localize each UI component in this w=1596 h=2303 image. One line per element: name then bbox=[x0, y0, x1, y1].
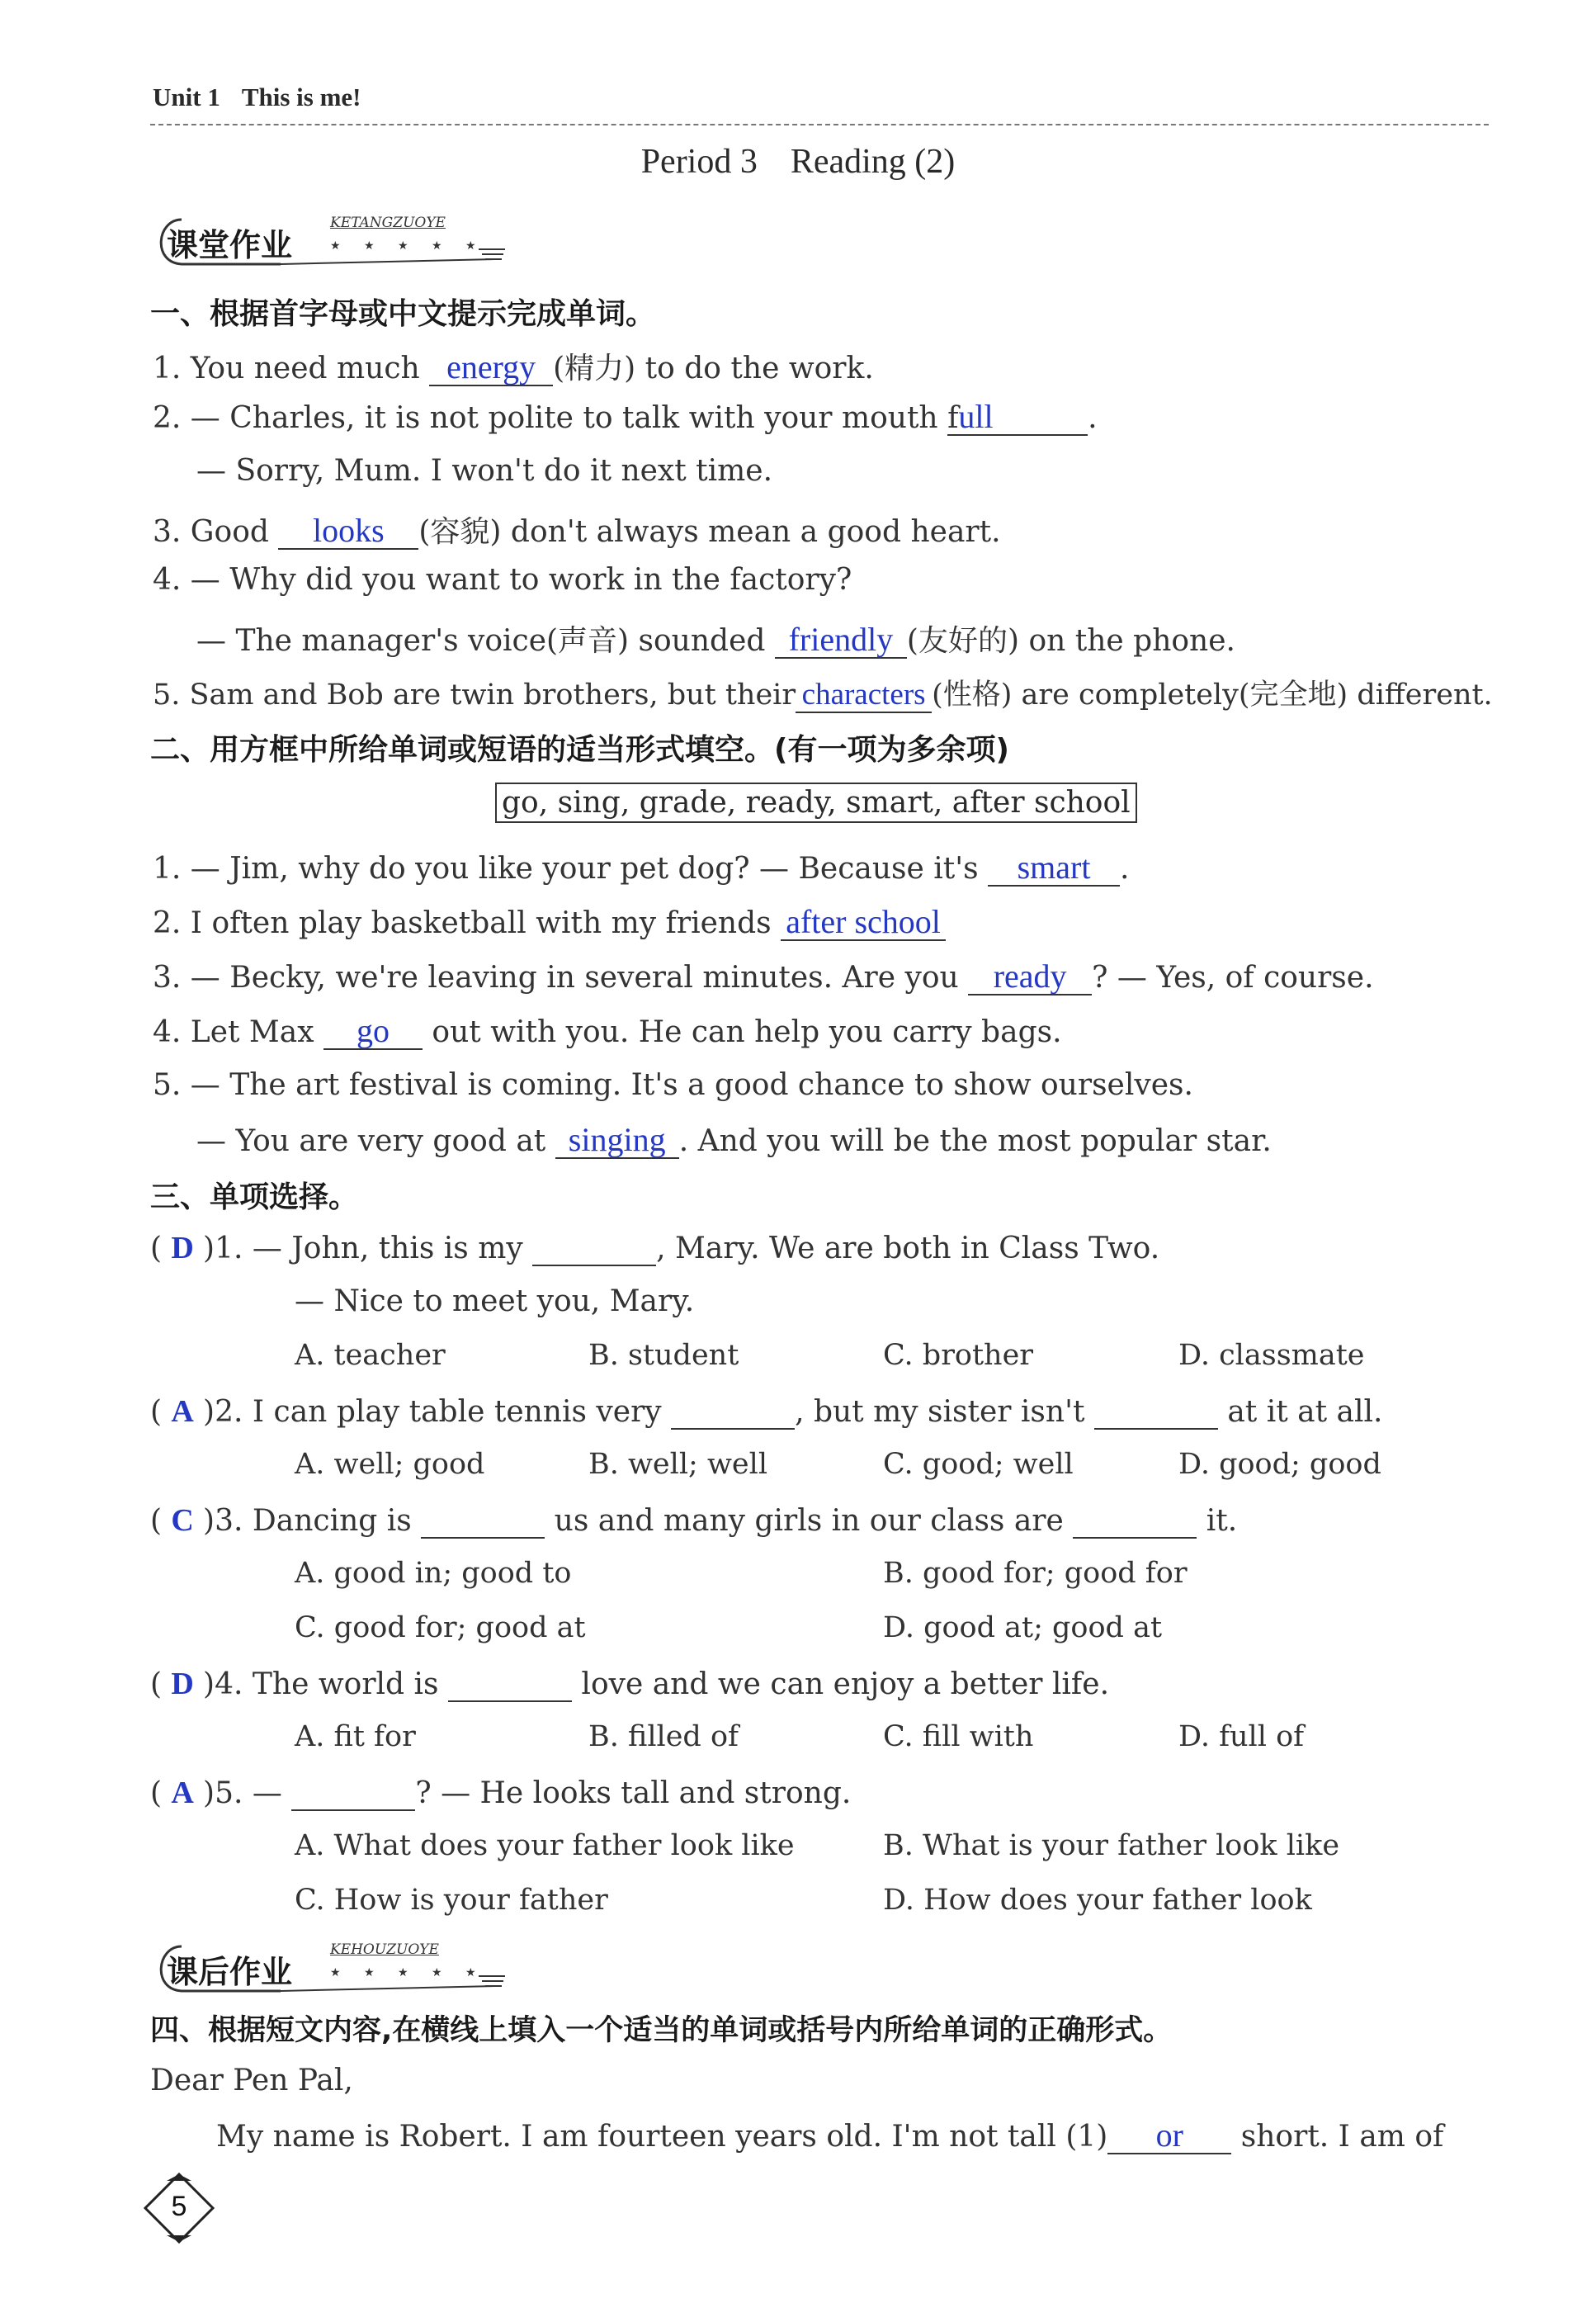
mc-q2-option-d: D. good; good bbox=[1178, 1448, 1381, 1481]
mc-q5-option-a: A. What does your father look like bbox=[295, 1829, 795, 1862]
sec1-q4: 4. — Why did you want to work in the factory? bbox=[153, 563, 852, 597]
sec2-q3: 3. — Becky, we're leaving in several minutes. Are you ready ? — Yes, of course. bbox=[153, 958, 1374, 995]
sec2-q4: 4. Let Max go out with you. He can help you carry bags. bbox=[153, 1012, 1062, 1049]
mc-q1-option-c: C. brother bbox=[883, 1339, 1034, 1372]
passage-line-1: My name is Robert. I am fourteen years old. I'm not tall (1) or short. I am of bbox=[216, 2116, 1444, 2154]
mc-q4-option-c: C. fill with bbox=[883, 1720, 1034, 1753]
sec1-q5: 5. Sam and Bob are twin brothers, but their characters (性格) are completely(完全地) different. bbox=[153, 678, 1493, 712]
answer-blank: full bbox=[947, 400, 1088, 436]
mc-question-5: ( A )5. — ? — He looks tall and strong. bbox=[150, 1776, 852, 1810]
mc-q5-option-c: C. How is your father bbox=[295, 1884, 608, 1917]
sec2-q5-reply: — You are very good at singing . And you will be the most popular star. bbox=[196, 1121, 1272, 1158]
sec1-q4-reply: — The manager's voice(声音) sounded friendly (友好的) on the phone. bbox=[196, 621, 1235, 658]
sec2-q5: 5. — The art festival is coming. It's a good chance to show ourselves. bbox=[153, 1068, 1193, 1102]
classwork-badge: 课堂作业 KETANGZUOYE ★ ★ ★ ★ ★ bbox=[149, 213, 512, 271]
mc-q5-option-d: D. How does your father look bbox=[883, 1884, 1312, 1917]
mc-q1-option-b: B. student bbox=[588, 1339, 739, 1372]
homework-badge: 课后作业 KEHOUZUOYE ★ ★ ★ ★ ★ bbox=[149, 1940, 512, 1998]
page-number: 5 bbox=[142, 2171, 216, 2245]
mc-question-3: ( C )3. Dancing is us and many girls in our class are it. bbox=[150, 1503, 1238, 1538]
answer-blank: go bbox=[323, 1014, 423, 1050]
word-box: go, sing, grade, ready, smart, after school bbox=[495, 783, 1137, 823]
answer-blank: friendly bbox=[775, 622, 907, 659]
mc-q2-option-b: B. well; well bbox=[588, 1448, 768, 1481]
answer-blank: energy bbox=[429, 350, 553, 386]
sec1-q2: 2. — Charles, it is not polite to talk with your mouth full . bbox=[153, 398, 1098, 435]
answer-blank: ready bbox=[968, 959, 1092, 995]
sec1-q3: 3. Good looks (容貌) don't always mean a good heart. bbox=[153, 512, 1001, 549]
answer-blank: or bbox=[1107, 2118, 1231, 2154]
sec1-q1: 1. You need much energy (精力) to do the work. bbox=[153, 348, 874, 385]
mc-q3-option-a: A. good in; good to bbox=[295, 1557, 572, 1590]
mc-question-2: ( A )2. I can play table tennis very , but my sister isn't at it at all. bbox=[150, 1394, 1383, 1429]
mc-q1-option-a: A. teacher bbox=[295, 1339, 446, 1372]
section-2-heading: 二、用方框中所给单词或短语的适当形式填空。(有一项为多余项) bbox=[150, 733, 1009, 767]
header-divider bbox=[150, 124, 1489, 125]
section-1-heading: 一、根据首字母或中文提示完成单词。 bbox=[150, 297, 656, 331]
unit-header: Unit 1 This is me! bbox=[153, 83, 361, 111]
answer-blank: smart bbox=[988, 850, 1120, 887]
mc-q3-option-d: D. good at; good at bbox=[883, 1611, 1163, 1644]
mc-q3-option-c: C. good for; good at bbox=[295, 1611, 586, 1644]
period-title: Period 3 Reading (2) bbox=[640, 143, 956, 181]
answer-blank: looks bbox=[278, 513, 418, 550]
mc-q4-option-b: B. filled of bbox=[588, 1720, 739, 1753]
mc-question-1: ( D )1. — John, this is my , Mary. We are both in Class Two. bbox=[150, 1231, 1160, 1265]
sec2-q2: 2. I often play basketball with my friends after school bbox=[153, 905, 946, 941]
mc-q2-option-c: C. good; well bbox=[883, 1448, 1074, 1481]
mc-q4-option-d: D. full of bbox=[1178, 1720, 1305, 1753]
mc-question-1-line2: — Nice to meet you, Mary. bbox=[295, 1284, 695, 1318]
answer-blank: characters bbox=[796, 679, 932, 713]
mc-q5-option-b: B. What is your father look like bbox=[883, 1829, 1340, 1862]
section-4-heading: 四、根据短文内容,在横线上填入一个适当的单词或括号内所给单词的正确形式。 bbox=[150, 2014, 1173, 2047]
mc-q3-option-b: B. good for; good for bbox=[883, 1557, 1188, 1590]
sec2-q1: 1. — Jim, why do you like your pet dog? — Because it's smart . bbox=[153, 849, 1130, 886]
sec1-q2-reply: — Sorry, Mum. I won't do it next time. bbox=[196, 454, 773, 488]
mc-question-4: ( D )4. The world is love and we can enjoy a better life. bbox=[150, 1667, 1110, 1701]
letter-greeting: Dear Pen Pal, bbox=[150, 2064, 353, 2097]
mc-q2-option-a: A. well; good bbox=[295, 1448, 485, 1481]
section-3-heading: 三、单项选择。 bbox=[150, 1180, 359, 1214]
mc-q4-option-a: A. fit for bbox=[295, 1720, 416, 1753]
answer-blank: singing bbox=[555, 1123, 679, 1159]
mc-q1-option-d: D. classmate bbox=[1178, 1339, 1365, 1372]
answer-blank: after school bbox=[781, 905, 946, 941]
